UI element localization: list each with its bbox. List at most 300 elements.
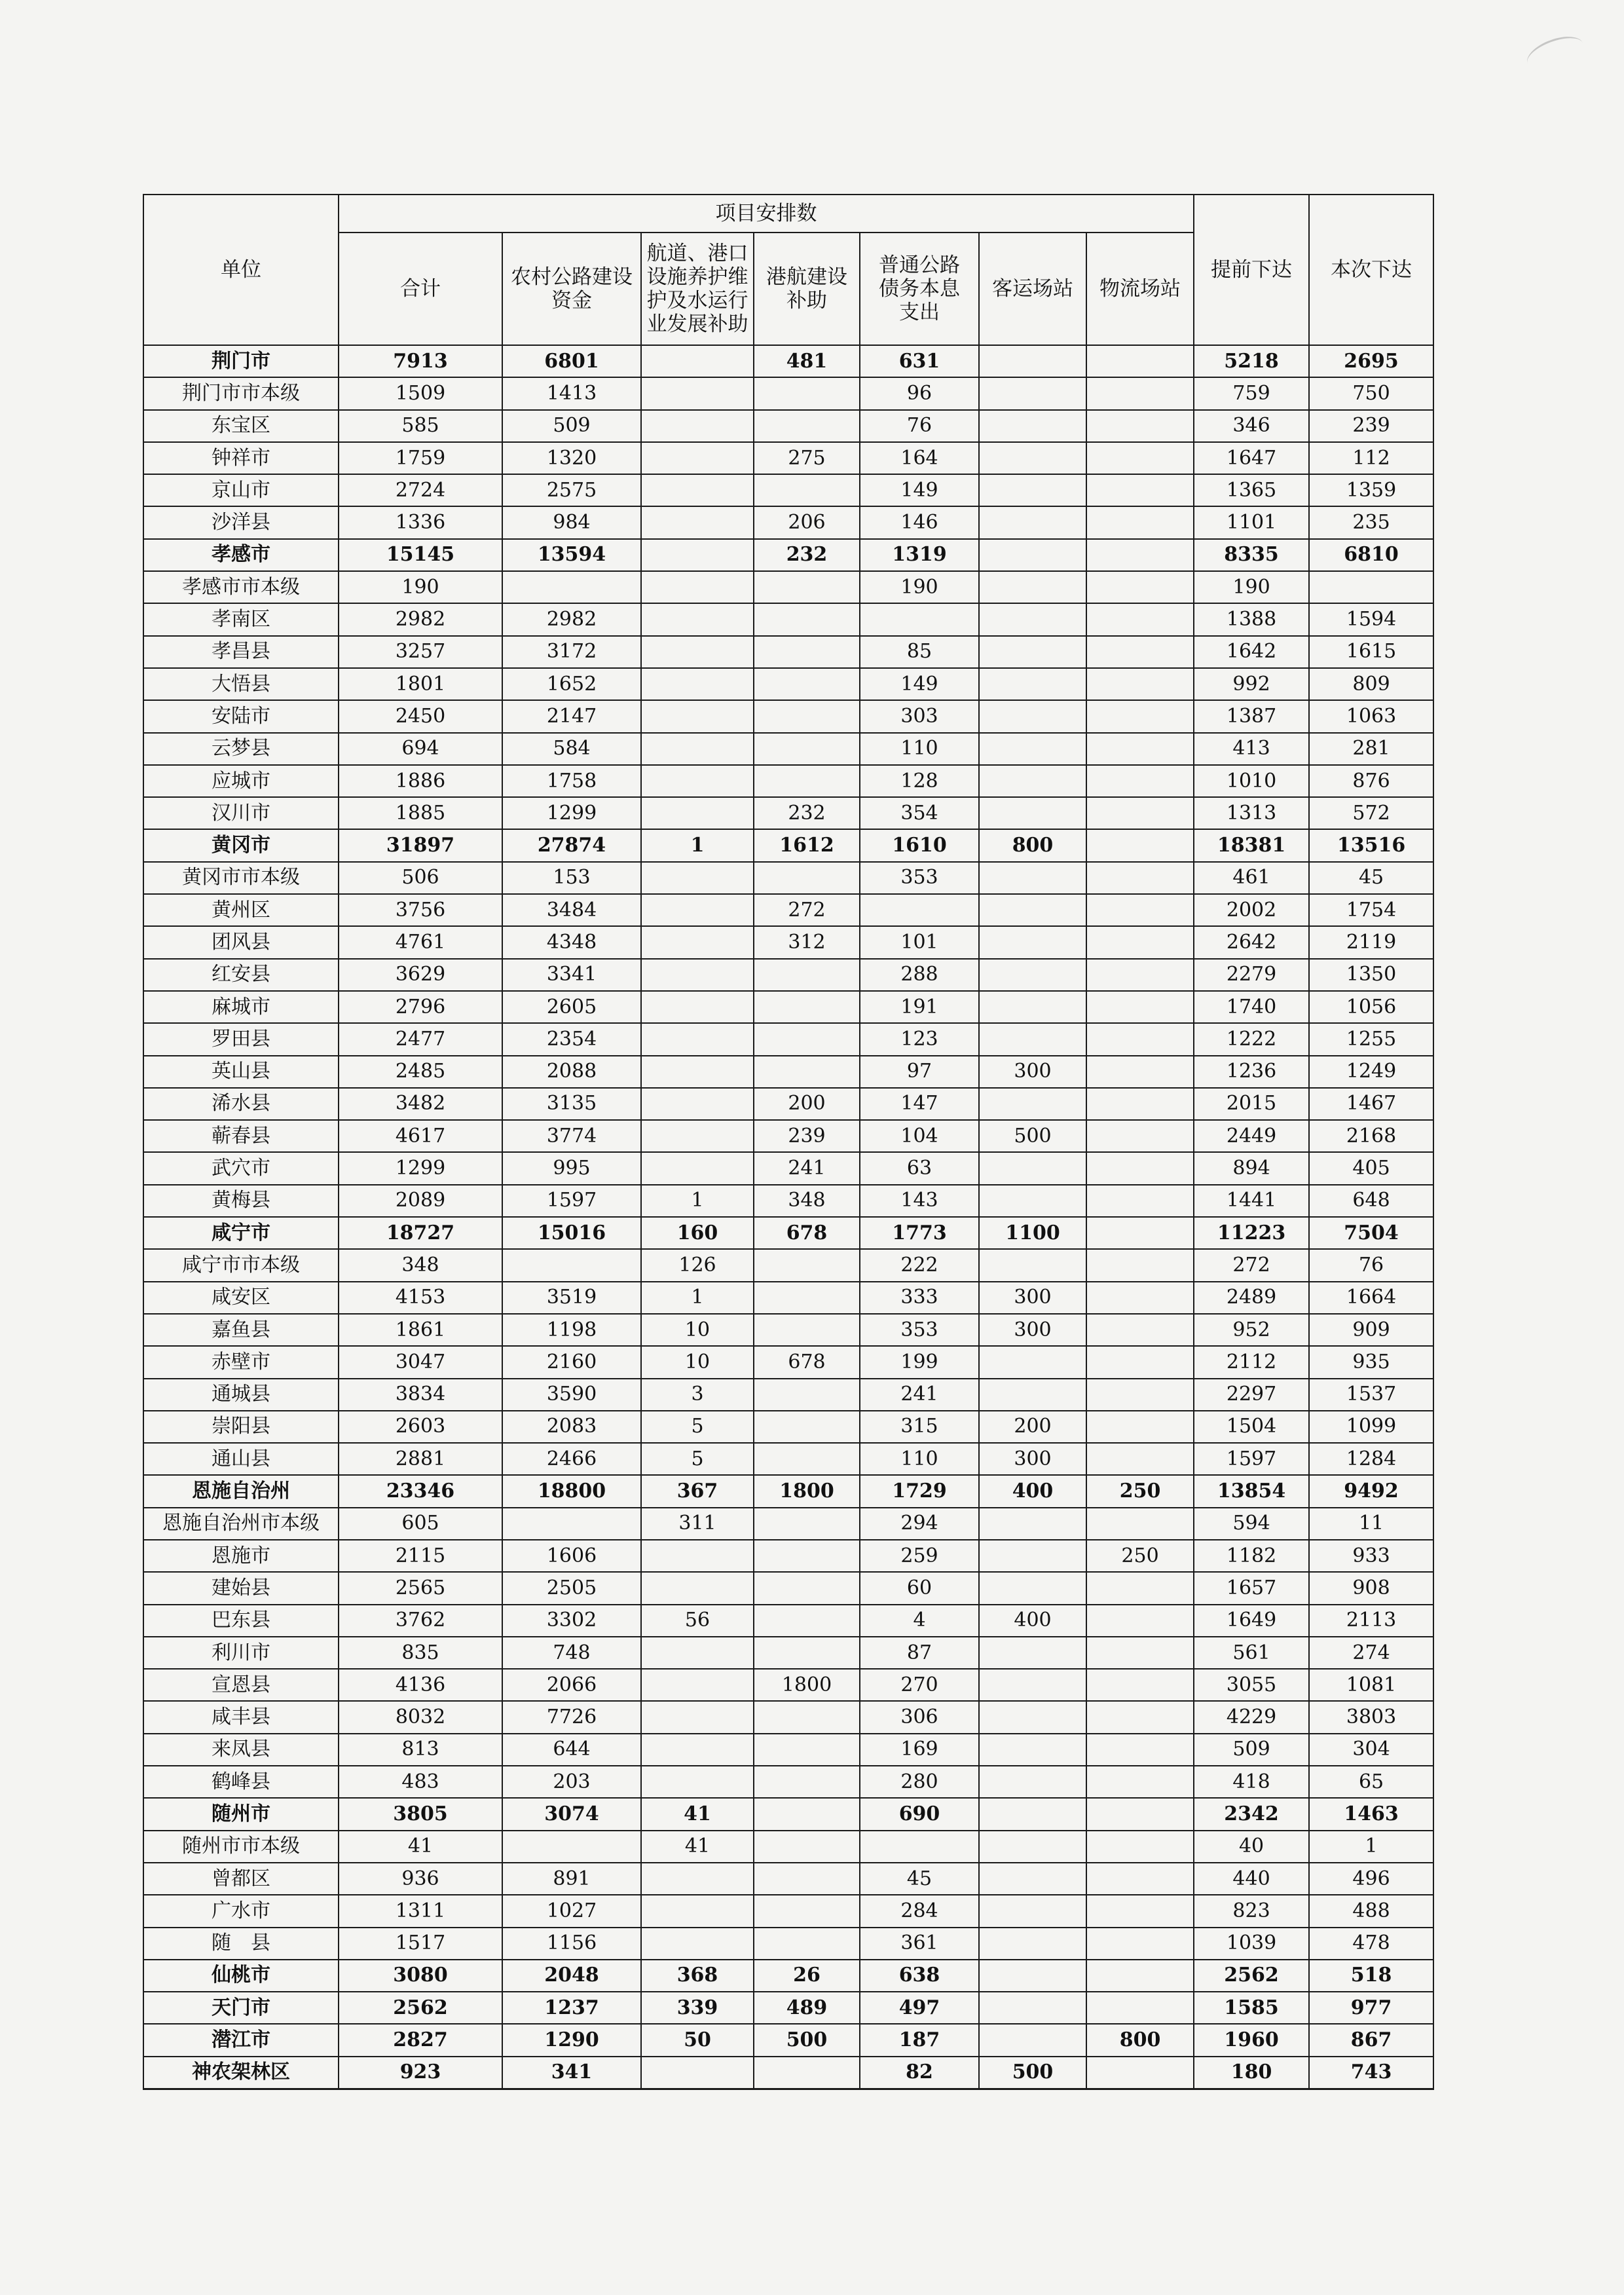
cell-navigation bbox=[641, 603, 754, 635]
table-body bbox=[143, 345, 1433, 2089]
cell-current: 76 bbox=[1309, 1249, 1433, 1281]
cell-navigation: 339 bbox=[641, 1992, 754, 2024]
cell-navigation bbox=[641, 1088, 754, 1120]
cell-current: 1063 bbox=[1309, 700, 1433, 732]
cell-rural: 1027 bbox=[502, 1895, 641, 1927]
cell-logistics bbox=[1086, 1314, 1194, 1346]
cell-navigation bbox=[641, 636, 754, 668]
cell-logistics bbox=[1086, 1185, 1194, 1217]
cell-rural: 1299 bbox=[502, 797, 641, 829]
cell-rural: 1156 bbox=[502, 1928, 641, 1960]
table-row-subtotal bbox=[143, 539, 1433, 571]
cell-advance: 1365 bbox=[1194, 474, 1309, 506]
cell-unit: 孝感市 bbox=[143, 539, 339, 571]
cell-rural: 1597 bbox=[502, 1185, 641, 1217]
cell-debt: 164 bbox=[860, 442, 979, 474]
cell-debt: 199 bbox=[860, 1346, 979, 1378]
cell-port bbox=[754, 603, 860, 635]
cell-advance: 1597 bbox=[1194, 1443, 1309, 1475]
cell-port bbox=[754, 1766, 860, 1798]
cell-port bbox=[754, 1249, 860, 1281]
cell-debt: 96 bbox=[860, 377, 979, 409]
cell-port bbox=[754, 1411, 860, 1443]
cell-rural: 2066 bbox=[502, 1669, 641, 1701]
table-row bbox=[143, 1669, 1433, 1701]
cell-rural: 4348 bbox=[502, 926, 641, 958]
cell-unit: 咸宁市市本级 bbox=[143, 1249, 339, 1281]
cell-port: 241 bbox=[754, 1152, 860, 1184]
cell-advance: 561 bbox=[1194, 1637, 1309, 1669]
cell-advance: 8335 bbox=[1194, 539, 1309, 571]
cell-unit: 恩施自治州 bbox=[143, 1475, 339, 1507]
table-row-subtotal bbox=[143, 345, 1433, 377]
cell-unit: 汉川市 bbox=[143, 797, 339, 829]
cell-current: 281 bbox=[1309, 733, 1433, 765]
cell-total: 2565 bbox=[339, 1572, 502, 1604]
cell-rural bbox=[502, 1249, 641, 1281]
cell-rural: 1652 bbox=[502, 668, 641, 700]
cell-port bbox=[754, 377, 860, 409]
cell-total: 4617 bbox=[339, 1120, 502, 1152]
cell-debt: 63 bbox=[860, 1152, 979, 1184]
cell-passenger bbox=[979, 1992, 1086, 2024]
cell-total: 3047 bbox=[339, 1346, 502, 1378]
cell-port bbox=[754, 733, 860, 765]
cell-logistics bbox=[1086, 1992, 1194, 2024]
cell-port bbox=[754, 1572, 860, 1604]
cell-unit: 罗田县 bbox=[143, 1023, 339, 1055]
cell-rural: 1413 bbox=[502, 377, 641, 409]
cell-navigation bbox=[641, 377, 754, 409]
cell-logistics bbox=[1086, 1766, 1194, 1798]
cell-current: 7504 bbox=[1309, 1217, 1433, 1249]
cell-navigation bbox=[641, 1637, 754, 1669]
table-row bbox=[143, 1863, 1433, 1895]
cell-debt: 60 bbox=[860, 1572, 979, 1604]
cell-navigation bbox=[641, 668, 754, 700]
cell-unit: 沙洋县 bbox=[143, 506, 339, 538]
cell-passenger: 500 bbox=[979, 1120, 1086, 1152]
cell-advance: 461 bbox=[1194, 862, 1309, 894]
cell-rural: 3302 bbox=[502, 1605, 641, 1637]
cell-unit: 孝感市市本级 bbox=[143, 571, 339, 603]
table-row bbox=[143, 1314, 1433, 1346]
cell-advance: 4229 bbox=[1194, 1701, 1309, 1733]
cell-port: 1800 bbox=[754, 1475, 860, 1507]
cell-logistics bbox=[1086, 410, 1194, 442]
table-row bbox=[143, 1766, 1433, 1798]
cell-passenger bbox=[979, 1540, 1086, 1572]
cell-logistics bbox=[1086, 539, 1194, 571]
cell-navigation: 126 bbox=[641, 1249, 754, 1281]
cell-logistics bbox=[1086, 1282, 1194, 1314]
cell-current: 65 bbox=[1309, 1766, 1433, 1798]
table-row bbox=[143, 733, 1433, 765]
cell-total: 2089 bbox=[339, 1185, 502, 1217]
cell-current: 112 bbox=[1309, 442, 1433, 474]
cell-navigation bbox=[641, 1928, 754, 1960]
cell-unit: 利川市 bbox=[143, 1637, 339, 1669]
table-row bbox=[143, 377, 1433, 409]
cell-total: 41 bbox=[339, 1831, 502, 1863]
cell-passenger bbox=[979, 377, 1086, 409]
cell-current: 867 bbox=[1309, 2024, 1433, 2056]
header-current: 本次下达 bbox=[1309, 195, 1433, 345]
cell-total: 1517 bbox=[339, 1928, 502, 1960]
cell-logistics bbox=[1086, 1637, 1194, 1669]
cell-total: 4153 bbox=[339, 1282, 502, 1314]
cell-current: 2168 bbox=[1309, 1120, 1433, 1152]
table-row bbox=[143, 1508, 1433, 1540]
cell-passenger bbox=[979, 571, 1086, 603]
cell-navigation bbox=[641, 700, 754, 732]
cell-total: 605 bbox=[339, 1508, 502, 1540]
cell-unit: 黄州区 bbox=[143, 894, 339, 926]
cell-current: 809 bbox=[1309, 668, 1433, 700]
cell-advance: 1236 bbox=[1194, 1056, 1309, 1088]
cell-current: 496 bbox=[1309, 1863, 1433, 1895]
cell-total: 1759 bbox=[339, 442, 502, 474]
cell-total: 585 bbox=[339, 410, 502, 442]
cell-advance: 413 bbox=[1194, 733, 1309, 765]
cell-rural: 3135 bbox=[502, 1088, 641, 1120]
cell-navigation bbox=[641, 991, 754, 1023]
cell-debt: 128 bbox=[860, 765, 979, 797]
cell-unit: 曾都区 bbox=[143, 1863, 339, 1895]
cell-rural: 2088 bbox=[502, 1056, 641, 1088]
cell-current: 648 bbox=[1309, 1185, 1433, 1217]
cell-port: 26 bbox=[754, 1960, 860, 1992]
cell-logistics bbox=[1086, 1605, 1194, 1637]
header-rural: 农村公路建设资金 bbox=[502, 233, 641, 345]
cell-total: 3257 bbox=[339, 636, 502, 668]
table-row bbox=[143, 862, 1433, 894]
cell-port bbox=[754, 1637, 860, 1669]
cell-logistics bbox=[1086, 700, 1194, 732]
cell-total: 4136 bbox=[339, 1669, 502, 1701]
cell-logistics bbox=[1086, 1895, 1194, 1927]
cell-current: 876 bbox=[1309, 765, 1433, 797]
cell-total: 1801 bbox=[339, 668, 502, 700]
cell-logistics bbox=[1086, 1023, 1194, 1055]
allocation-table-sheet bbox=[143, 194, 1433, 2090]
cell-passenger bbox=[979, 733, 1086, 765]
cell-advance: 1387 bbox=[1194, 700, 1309, 732]
cell-port: 500 bbox=[754, 2024, 860, 2056]
cell-advance: 40 bbox=[1194, 1831, 1309, 1863]
cell-navigation: 41 bbox=[641, 1798, 754, 1830]
cell-debt: 270 bbox=[860, 1669, 979, 1701]
cell-debt: 241 bbox=[860, 1379, 979, 1411]
cell-navigation bbox=[641, 1120, 754, 1152]
cell-rural: 341 bbox=[502, 2057, 641, 2089]
header-advance: 提前下达 bbox=[1194, 195, 1309, 345]
cell-advance: 2112 bbox=[1194, 1346, 1309, 1378]
cell-navigation: 1 bbox=[641, 829, 754, 861]
cell-passenger bbox=[979, 959, 1086, 991]
cell-passenger bbox=[979, 1798, 1086, 1830]
cell-advance: 180 bbox=[1194, 2057, 1309, 2089]
cell-passenger bbox=[979, 1928, 1086, 1960]
cell-advance: 509 bbox=[1194, 1734, 1309, 1766]
cell-total: 8032 bbox=[339, 1701, 502, 1733]
cell-total: 2562 bbox=[339, 1992, 502, 2024]
cell-advance: 1585 bbox=[1194, 1992, 1309, 2024]
cell-port bbox=[754, 1023, 860, 1055]
cell-passenger bbox=[979, 765, 1086, 797]
cell-unit: 东宝区 bbox=[143, 410, 339, 442]
table-row-subtotal bbox=[143, 1992, 1433, 2024]
table-row bbox=[143, 1379, 1433, 1411]
table-row bbox=[143, 474, 1433, 506]
table-row bbox=[143, 1023, 1433, 1055]
cell-rural: 1320 bbox=[502, 442, 641, 474]
cell-unit: 嘉鱼县 bbox=[143, 1314, 339, 1346]
cell-navigation bbox=[641, 442, 754, 474]
cell-port bbox=[754, 1314, 860, 1346]
cell-navigation bbox=[641, 797, 754, 829]
table-row bbox=[143, 1540, 1433, 1572]
cell-passenger bbox=[979, 474, 1086, 506]
cell-debt: 87 bbox=[860, 1637, 979, 1669]
cell-passenger bbox=[979, 1960, 1086, 1992]
cell-port bbox=[754, 991, 860, 1023]
cell-rural: 2982 bbox=[502, 603, 641, 635]
cell-passenger bbox=[979, 862, 1086, 894]
cell-passenger bbox=[979, 345, 1086, 377]
cell-advance: 1504 bbox=[1194, 1411, 1309, 1443]
table-row bbox=[143, 1346, 1433, 1378]
cell-current: 977 bbox=[1309, 1992, 1433, 2024]
cell-current: 1 bbox=[1309, 1831, 1433, 1863]
table-row bbox=[143, 765, 1433, 797]
cell-passenger bbox=[979, 1831, 1086, 1863]
cell-unit: 大悟县 bbox=[143, 668, 339, 700]
cell-advance: 272 bbox=[1194, 1249, 1309, 1281]
cell-total: 936 bbox=[339, 1863, 502, 1895]
cell-passenger bbox=[979, 894, 1086, 926]
cell-unit: 恩施自治州市本级 bbox=[143, 1508, 339, 1540]
table-row bbox=[143, 1282, 1433, 1314]
table-row bbox=[143, 506, 1433, 538]
table-row bbox=[143, 410, 1433, 442]
cell-total: 1336 bbox=[339, 506, 502, 538]
cell-debt: 146 bbox=[860, 506, 979, 538]
cell-logistics bbox=[1086, 829, 1194, 861]
cell-advance: 11223 bbox=[1194, 1217, 1309, 1249]
cell-current: 6810 bbox=[1309, 539, 1433, 571]
cell-navigation: 56 bbox=[641, 1605, 754, 1637]
cell-logistics bbox=[1086, 1217, 1194, 1249]
cell-debt: 149 bbox=[860, 668, 979, 700]
cell-unit: 仙桃市 bbox=[143, 1960, 339, 1992]
cell-debt: 306 bbox=[860, 1701, 979, 1733]
table-row bbox=[143, 1895, 1433, 1927]
cell-debt: 353 bbox=[860, 1314, 979, 1346]
cell-passenger bbox=[979, 539, 1086, 571]
cell-port bbox=[754, 1056, 860, 1088]
cell-navigation bbox=[641, 765, 754, 797]
cell-total: 1886 bbox=[339, 765, 502, 797]
cell-advance: 894 bbox=[1194, 1152, 1309, 1184]
cell-port: 481 bbox=[754, 345, 860, 377]
cell-rural: 3774 bbox=[502, 1120, 641, 1152]
cell-navigation: 160 bbox=[641, 1217, 754, 1249]
cell-port bbox=[754, 474, 860, 506]
cell-rural: 2466 bbox=[502, 1443, 641, 1475]
cell-navigation: 41 bbox=[641, 1831, 754, 1863]
cell-logistics: 800 bbox=[1086, 2024, 1194, 2056]
cell-debt: 1729 bbox=[860, 1475, 979, 1507]
table-row bbox=[143, 991, 1433, 1023]
cell-passenger bbox=[979, 1637, 1086, 1669]
cell-logistics bbox=[1086, 1249, 1194, 1281]
cell-current: 1284 bbox=[1309, 1443, 1433, 1475]
cell-logistics bbox=[1086, 991, 1194, 1023]
cell-debt: 280 bbox=[860, 1766, 979, 1798]
cell-debt: 187 bbox=[860, 2024, 979, 2056]
cell-passenger bbox=[979, 1249, 1086, 1281]
cell-navigation bbox=[641, 474, 754, 506]
header-group-project: 项目安排数 bbox=[339, 195, 1194, 233]
cell-port bbox=[754, 410, 860, 442]
cell-port bbox=[754, 862, 860, 894]
cell-unit: 团风县 bbox=[143, 926, 339, 958]
cell-passenger bbox=[979, 1895, 1086, 1927]
header-total: 合计 bbox=[339, 233, 502, 345]
cell-navigation bbox=[641, 1895, 754, 1927]
cell-passenger bbox=[979, 1766, 1086, 1798]
cell-logistics bbox=[1086, 894, 1194, 926]
cell-total: 2796 bbox=[339, 991, 502, 1023]
cell-port: 275 bbox=[754, 442, 860, 474]
allocation-table bbox=[143, 194, 1434, 2090]
cell-logistics bbox=[1086, 1152, 1194, 1184]
cell-navigation: 10 bbox=[641, 1314, 754, 1346]
cell-port bbox=[754, 1831, 860, 1863]
cell-logistics bbox=[1086, 1443, 1194, 1475]
table-row-subtotal bbox=[143, 1798, 1433, 1830]
cell-navigation bbox=[641, 1572, 754, 1604]
cell-logistics bbox=[1086, 345, 1194, 377]
cell-unit: 神农架林区 bbox=[143, 2057, 339, 2089]
cell-current: 1537 bbox=[1309, 1379, 1433, 1411]
cell-rural: 3074 bbox=[502, 1798, 641, 1830]
cell-advance: 418 bbox=[1194, 1766, 1309, 1798]
cell-logistics bbox=[1086, 1508, 1194, 1540]
cell-current: 235 bbox=[1309, 506, 1433, 538]
table-row bbox=[143, 1928, 1433, 1960]
cell-logistics bbox=[1086, 1831, 1194, 1863]
cell-unit: 潜江市 bbox=[143, 2024, 339, 2056]
cell-navigation bbox=[641, 506, 754, 538]
table-row bbox=[143, 1056, 1433, 1088]
cell-rural: 891 bbox=[502, 1863, 641, 1895]
cell-rural: 153 bbox=[502, 862, 641, 894]
table-row bbox=[143, 442, 1433, 474]
table-row bbox=[143, 1701, 1433, 1733]
cell-rural: 27874 bbox=[502, 829, 641, 861]
cell-logistics bbox=[1086, 1863, 1194, 1895]
cell-advance: 440 bbox=[1194, 1863, 1309, 1895]
cell-navigation bbox=[641, 1863, 754, 1895]
cell-current: 9492 bbox=[1309, 1475, 1433, 1507]
cell-debt: 1773 bbox=[860, 1217, 979, 1249]
cell-total: 3629 bbox=[339, 959, 502, 991]
cell-port bbox=[754, 959, 860, 991]
cell-current: 572 bbox=[1309, 797, 1433, 829]
header-passenger: 客运场站 bbox=[979, 233, 1086, 345]
cell-port bbox=[754, 1734, 860, 1766]
cell-total: 3762 bbox=[339, 1605, 502, 1637]
table-row-subtotal bbox=[143, 2057, 1433, 2089]
header-port: 港航建设补助 bbox=[754, 233, 860, 345]
table-header bbox=[143, 195, 1433, 345]
table-row bbox=[143, 700, 1433, 732]
cell-navigation bbox=[641, 1152, 754, 1184]
cell-passenger bbox=[979, 1185, 1086, 1217]
cell-navigation: 367 bbox=[641, 1475, 754, 1507]
cell-current: 13516 bbox=[1309, 829, 1433, 861]
cell-advance: 992 bbox=[1194, 668, 1309, 700]
cell-passenger bbox=[979, 1379, 1086, 1411]
cell-total: 835 bbox=[339, 1637, 502, 1669]
cell-advance: 18381 bbox=[1194, 829, 1309, 861]
cell-logistics bbox=[1086, 1734, 1194, 1766]
cell-port bbox=[754, 700, 860, 732]
cell-passenger: 500 bbox=[979, 2057, 1086, 2089]
cell-unit: 天门市 bbox=[143, 1992, 339, 2024]
cell-advance: 3055 bbox=[1194, 1669, 1309, 1701]
cell-unit: 安陆市 bbox=[143, 700, 339, 732]
cell-rural: 644 bbox=[502, 1734, 641, 1766]
cell-advance: 190 bbox=[1194, 571, 1309, 603]
cell-passenger bbox=[979, 926, 1086, 958]
cell-debt: 631 bbox=[860, 345, 979, 377]
cell-logistics bbox=[1086, 765, 1194, 797]
cell-total: 2115 bbox=[339, 1540, 502, 1572]
cell-port: 678 bbox=[754, 1217, 860, 1249]
cell-total: 2450 bbox=[339, 700, 502, 732]
cell-unit: 巴东县 bbox=[143, 1605, 339, 1637]
cell-debt: 4 bbox=[860, 1605, 979, 1637]
cell-total: 2724 bbox=[339, 474, 502, 506]
cell-rural: 13594 bbox=[502, 539, 641, 571]
cell-passenger bbox=[979, 636, 1086, 668]
cell-advance: 1960 bbox=[1194, 2024, 1309, 2056]
cell-advance: 13854 bbox=[1194, 1475, 1309, 1507]
cell-debt: 638 bbox=[860, 1960, 979, 1992]
cell-current: 908 bbox=[1309, 1572, 1433, 1604]
cell-logistics bbox=[1086, 797, 1194, 829]
cell-debt: 45 bbox=[860, 1863, 979, 1895]
cell-port: 1612 bbox=[754, 829, 860, 861]
cell-debt: 149 bbox=[860, 474, 979, 506]
cell-unit: 随州市 bbox=[143, 1798, 339, 1830]
cell-advance: 1182 bbox=[1194, 1540, 1309, 1572]
cell-unit: 红安县 bbox=[143, 959, 339, 991]
table-row bbox=[143, 1637, 1433, 1669]
cell-current: 488 bbox=[1309, 1895, 1433, 1927]
cell-passenger bbox=[979, 410, 1086, 442]
cell-current: 750 bbox=[1309, 377, 1433, 409]
cell-debt: 690 bbox=[860, 1798, 979, 1830]
cell-port bbox=[754, 571, 860, 603]
cell-logistics bbox=[1086, 1572, 1194, 1604]
cell-passenger bbox=[979, 1701, 1086, 1733]
cell-advance: 1222 bbox=[1194, 1023, 1309, 1055]
cell-advance: 1313 bbox=[1194, 797, 1309, 829]
